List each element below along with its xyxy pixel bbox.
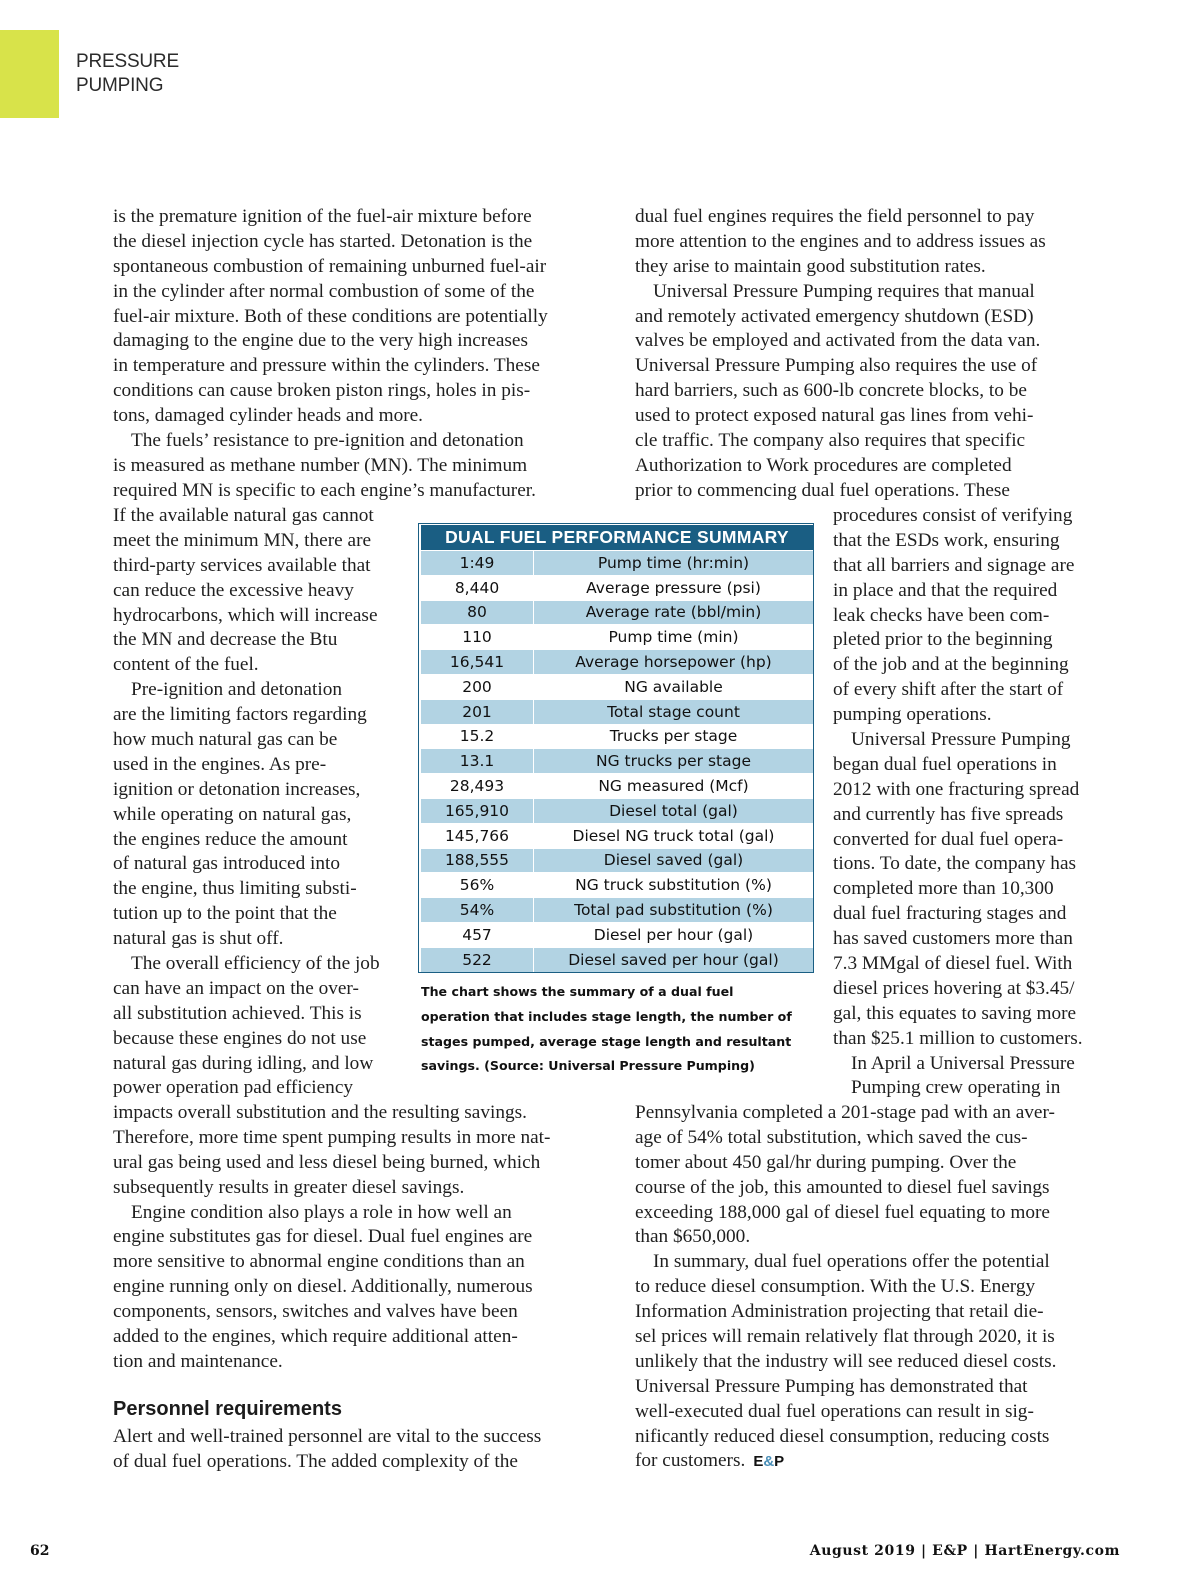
table-row bbox=[421, 625, 814, 650]
table-cell-label: Average horsepower (hp) bbox=[534, 650, 814, 675]
table-cell-value: 110 bbox=[421, 625, 534, 650]
text-line: in the cylinder after normal combustion of some of the bbox=[113, 280, 535, 302]
table-cell-label: NG measured (Mcf) bbox=[534, 774, 814, 799]
text-line: course of the job, this amounted to diesel fuel savings bbox=[635, 1176, 1050, 1198]
text-line-final: for customers. bbox=[635, 1450, 746, 1472]
col1-end-text bbox=[113, 1425, 541, 1475]
table-cell-value: 80 bbox=[421, 600, 534, 625]
caption-line: operation that includes stage length, the number of bbox=[421, 1008, 792, 1024]
text-line: tons, damaged cylinder heads and more. bbox=[113, 405, 424, 427]
table-cell-value: 13.1 bbox=[421, 749, 534, 774]
table-cell-label: Diesel saved (gal) bbox=[534, 848, 814, 873]
text-line: completed more than 10,300 bbox=[833, 878, 1054, 900]
table-cell-value: 16,541 bbox=[421, 650, 534, 675]
table-cell-label: Average pressure (psi) bbox=[534, 575, 814, 600]
table-cell-label: NG trucks per stage bbox=[534, 749, 814, 774]
text-line: third-party services available that bbox=[113, 554, 371, 576]
table-cell-label: Trucks per stage bbox=[534, 724, 814, 749]
col1-top-text bbox=[113, 205, 548, 504]
text-line: damaging to the engine due to the very high increases bbox=[113, 330, 528, 352]
text-line: Universal Pressure Pumping also requires the use of bbox=[635, 355, 1038, 377]
text-line: because these engines do not use bbox=[113, 1027, 367, 1049]
text-line: and remotely activated emergency shutdown (ESD) bbox=[635, 305, 1034, 327]
performance-summary-table bbox=[420, 524, 814, 973]
text-line: Alert and well-trained personnel are vital to the success bbox=[113, 1426, 542, 1447]
text-line: they arise to maintain good substitution rates. bbox=[635, 255, 986, 277]
text-line: that all barriers and signage are bbox=[833, 554, 1075, 576]
text-line: is the premature ignition of the fuel-air mixture before bbox=[113, 206, 532, 227]
table-cell-value: 165,910 bbox=[421, 798, 534, 823]
text-line: the MN and decrease the Btu bbox=[113, 629, 338, 651]
col2-wrap-text bbox=[833, 504, 1083, 1101]
text-line: to reduce diesel consumption. With the U.S. Energy bbox=[635, 1276, 1036, 1298]
table-cell-value: 1:49 bbox=[421, 551, 534, 576]
text-line: leak checks have been com- bbox=[833, 604, 1050, 626]
col1-bottom-text bbox=[113, 1101, 550, 1375]
text-line: than $25.1 million to customers. bbox=[833, 1027, 1083, 1049]
caption-line: savings. (Source: Universal Pressure Pumping) bbox=[421, 1058, 755, 1074]
text-line: diesel prices hovering at $3.45/ bbox=[833, 977, 1075, 999]
table-cell-label: Total stage count bbox=[534, 699, 814, 724]
text-line: all substitution achieved. This is bbox=[113, 1002, 362, 1024]
text-line: Engine condition also plays a role in how well an bbox=[131, 1201, 512, 1223]
text-line: components, sensors, switches and valves have been bbox=[113, 1301, 518, 1323]
table-row bbox=[421, 749, 814, 774]
text-line: converted for dual fuel opera- bbox=[833, 828, 1064, 850]
table-cell-value: 15.2 bbox=[421, 724, 534, 749]
text-line: ural gas being used and less diesel being burned, which bbox=[113, 1151, 541, 1173]
table-cell-value: 457 bbox=[421, 922, 534, 947]
text-line: the engine, thus limiting substi- bbox=[113, 878, 357, 900]
text-line: age of 54% total substitution, which saved the cus- bbox=[635, 1126, 1028, 1148]
text-line: nificantly reduced diesel consumption, reducing costs bbox=[635, 1425, 1050, 1447]
table-row bbox=[421, 898, 814, 923]
text-line: tution up to the point that the bbox=[113, 903, 337, 925]
text-line: added to the engines, which require additional atten- bbox=[113, 1326, 518, 1348]
text-line: while operating on natural gas, bbox=[113, 803, 352, 825]
text-line: how much natural gas can be bbox=[113, 729, 338, 751]
text-line: unlikely that the industry will see reduced diesel costs. bbox=[635, 1350, 1057, 1372]
text-line: has saved customers more than bbox=[833, 928, 1073, 950]
table-cell-label: NG available bbox=[534, 674, 814, 699]
table-row bbox=[421, 650, 814, 675]
section-label-line1: PRESSURE bbox=[76, 51, 179, 72]
table-row bbox=[421, 551, 814, 576]
text-line: exceeding 188,000 gal of diesel fuel equating to more bbox=[635, 1201, 1050, 1223]
caption-line: The chart shows the summary of a dual fuel bbox=[421, 984, 734, 999]
text-line: tomer about 450 gal/hr during pumping. Over the bbox=[635, 1151, 1017, 1173]
text-line: of dual fuel operations. The added complexity of the bbox=[113, 1450, 518, 1472]
text-line: more attention to the engines and to address issues as bbox=[635, 230, 1046, 252]
text-line: power operation pad efficiency bbox=[113, 1077, 354, 1099]
text-line: In summary, dual fuel operations offer the potential bbox=[653, 1251, 1050, 1273]
text-line: In April a Universal Pressure bbox=[851, 1052, 1075, 1074]
table-cell-value: 200 bbox=[421, 674, 534, 699]
table-cell-value: 201 bbox=[421, 699, 534, 724]
text-line: that the ESDs work, ensuring bbox=[833, 529, 1060, 551]
table-row bbox=[421, 600, 814, 625]
text-line: If the available natural gas cannot bbox=[113, 505, 374, 526]
text-line: dual fuel engines requires the field personnel to pay bbox=[635, 206, 1035, 227]
text-line: of every shift after the start of bbox=[833, 679, 1064, 701]
table-row bbox=[421, 724, 814, 749]
text-line: Universal Pressure Pumping has demonstrated that bbox=[635, 1375, 1028, 1397]
text-line: of natural gas introduced into bbox=[113, 853, 341, 875]
text-line: procedures consist of verifying bbox=[833, 505, 1073, 526]
text-line: the diesel injection cycle has started. Detonation is the bbox=[113, 230, 533, 252]
table-row bbox=[421, 699, 814, 724]
text-line: natural gas is shut off. bbox=[113, 928, 284, 950]
table-cell-label: Total pad substitution (%) bbox=[534, 898, 814, 923]
text-line: Universal Pressure Pumping bbox=[851, 729, 1071, 751]
text-line: used to protect exposed natural gas lines from vehi- bbox=[635, 405, 1034, 427]
col1-wrap-text bbox=[113, 504, 380, 1101]
text-line: sel prices will remain relatively flat through 2020, it is bbox=[635, 1326, 1055, 1348]
table-cell-label: Pump time (min) bbox=[534, 625, 814, 650]
text-line: engine running only on diesel. Additionally, numerous bbox=[113, 1276, 533, 1298]
table-body bbox=[421, 551, 814, 973]
text-line: ignition or detonation increases, bbox=[113, 778, 361, 800]
text-line: hard barriers, such as 600-lb concrete blocks, to be bbox=[635, 380, 1027, 402]
col2-bottom-text bbox=[635, 1101, 1056, 1474]
col2-top-text bbox=[635, 205, 1046, 504]
table-cell-label: Pump time (hr:min) bbox=[534, 551, 814, 576]
text-line: Information Administration projecting that retail die- bbox=[635, 1301, 1044, 1323]
text-line: well-executed dual fuel operations can result in sig- bbox=[635, 1400, 1034, 1422]
text-line: Pennsylvania completed a 201-stage pad with an aver- bbox=[635, 1102, 1055, 1123]
table-row bbox=[421, 575, 814, 600]
table-cell-label: Diesel NG truck total (gal) bbox=[534, 823, 814, 848]
text-line: valves be employed and activated from the data van. bbox=[635, 330, 1041, 352]
text-line: more sensitive to abnormal engine conditions than an bbox=[113, 1251, 525, 1273]
text-line: gal, this equates to saving more bbox=[833, 1002, 1077, 1024]
table-cell-value: 522 bbox=[421, 947, 534, 972]
text-line: content of the fuel. bbox=[113, 654, 259, 676]
text-line: in place and that the required bbox=[833, 579, 1058, 601]
section-label-line2: PUMPING bbox=[76, 75, 164, 96]
table-cell-value: 56% bbox=[421, 873, 534, 898]
caption-line: stages pumped, average stage length and resultant bbox=[421, 1033, 792, 1049]
text-line: natural gas during idling, and low bbox=[113, 1052, 374, 1074]
table-cell-label: NG truck substitution (%) bbox=[534, 873, 814, 898]
table-cell-value: 8,440 bbox=[421, 575, 534, 600]
table-cell-value: 188,555 bbox=[421, 848, 534, 873]
table-row bbox=[421, 774, 814, 799]
text-line: can have an impact on the over- bbox=[113, 977, 359, 999]
table-row bbox=[421, 947, 814, 972]
section-label bbox=[76, 50, 179, 98]
text-line: spontaneous combustion of remaining unburned fuel-air bbox=[113, 255, 547, 277]
text-line: and currently has five spreads bbox=[833, 803, 1064, 825]
text-line: of the job and at the beginning bbox=[833, 654, 1069, 676]
text-line: Pre-ignition and detonation bbox=[131, 679, 342, 701]
text-line: The fuels’ resistance to pre-ignition and detonation bbox=[131, 430, 524, 452]
text-line: tions. To date, the company has bbox=[833, 853, 1077, 875]
text-line: the engines reduce the amount bbox=[113, 828, 348, 850]
text-line: engine substitutes gas for diesel. Dual fuel engines are bbox=[113, 1226, 533, 1248]
table-title: DUAL FUEL PERFORMANCE SUMMARY bbox=[421, 525, 814, 551]
text-line: Pumping crew operating in bbox=[851, 1077, 1061, 1099]
text-line: Universal Pressure Pumping requires that manual bbox=[653, 280, 1035, 302]
text-line: cle traffic. The company also requires that specific bbox=[635, 430, 1026, 452]
text-line: began dual fuel operations in bbox=[833, 753, 1057, 775]
ep-end-mark-logo: E&P bbox=[753, 1453, 785, 1471]
text-line: prior to commencing dual fuel operations. These bbox=[635, 479, 1010, 501]
table-row bbox=[421, 922, 814, 947]
table-row bbox=[421, 674, 814, 699]
table-row bbox=[421, 823, 814, 848]
text-line: Authorization to Work procedures are completed bbox=[635, 454, 1012, 476]
text-line: pumping operations. bbox=[833, 704, 992, 726]
text-line: tion and maintenance. bbox=[113, 1350, 283, 1372]
table-cell-value: 54% bbox=[421, 898, 534, 923]
table-row bbox=[421, 798, 814, 823]
table-row bbox=[421, 873, 814, 898]
text-line: subsequently results in greater diesel savings. bbox=[113, 1176, 465, 1198]
text-line: 7.3 MMgal of diesel fuel. With bbox=[833, 953, 1073, 975]
text-line: required MN is specific to each engine’s manufacturer. bbox=[113, 479, 536, 501]
text-line: pleted prior to the beginning bbox=[833, 629, 1053, 651]
text-line: is measured as methane number (MN). The minimum bbox=[113, 454, 528, 476]
text-line: 2012 with one fracturing spread bbox=[833, 778, 1080, 800]
text-line: impacts overall substitution and the resulting savings. bbox=[113, 1102, 527, 1123]
text-line bbox=[635, 1449, 1056, 1474]
table-caption bbox=[421, 980, 792, 1079]
text-line: dual fuel fracturing stages and bbox=[833, 903, 1067, 925]
table-cell-label: Diesel total (gal) bbox=[534, 798, 814, 823]
text-line: fuel-air mixture. Both of these conditions are potentially bbox=[113, 305, 548, 327]
table-cell-label: Diesel saved per hour (gal) bbox=[534, 947, 814, 972]
table-row bbox=[421, 848, 814, 873]
text-line: Therefore, more time spent pumping results in more nat- bbox=[113, 1126, 551, 1148]
text-line: meet the minimum MN, there are bbox=[113, 529, 372, 551]
section-tab bbox=[0, 30, 59, 118]
text-line: The overall efficiency of the job bbox=[131, 953, 380, 975]
text-line: in temperature and pressure within the cylinders. These bbox=[113, 355, 540, 377]
text-line: used in the engines. As pre- bbox=[113, 753, 327, 775]
table-cell-value: 145,766 bbox=[421, 823, 534, 848]
issue-footer: August 2019 | E&P | HartEnergy.com bbox=[809, 1543, 1120, 1559]
table-cell-value: 28,493 bbox=[421, 774, 534, 799]
text-line: than $650,000. bbox=[635, 1226, 751, 1248]
text-line: are the limiting factors regarding bbox=[113, 704, 367, 726]
page-number: 62 bbox=[30, 1543, 50, 1559]
text-line: can reduce the excessive heavy bbox=[113, 579, 354, 601]
text-line: hydrocarbons, which will increase bbox=[113, 604, 378, 626]
personnel-requirements-heading: Personnel requirements bbox=[113, 1398, 342, 1420]
text-line: conditions can cause broken piston rings, holes in pis- bbox=[113, 380, 531, 402]
table-cell-label: Average rate (bbl/min) bbox=[534, 600, 814, 625]
table-cell-label: Diesel per hour (gal) bbox=[534, 922, 814, 947]
